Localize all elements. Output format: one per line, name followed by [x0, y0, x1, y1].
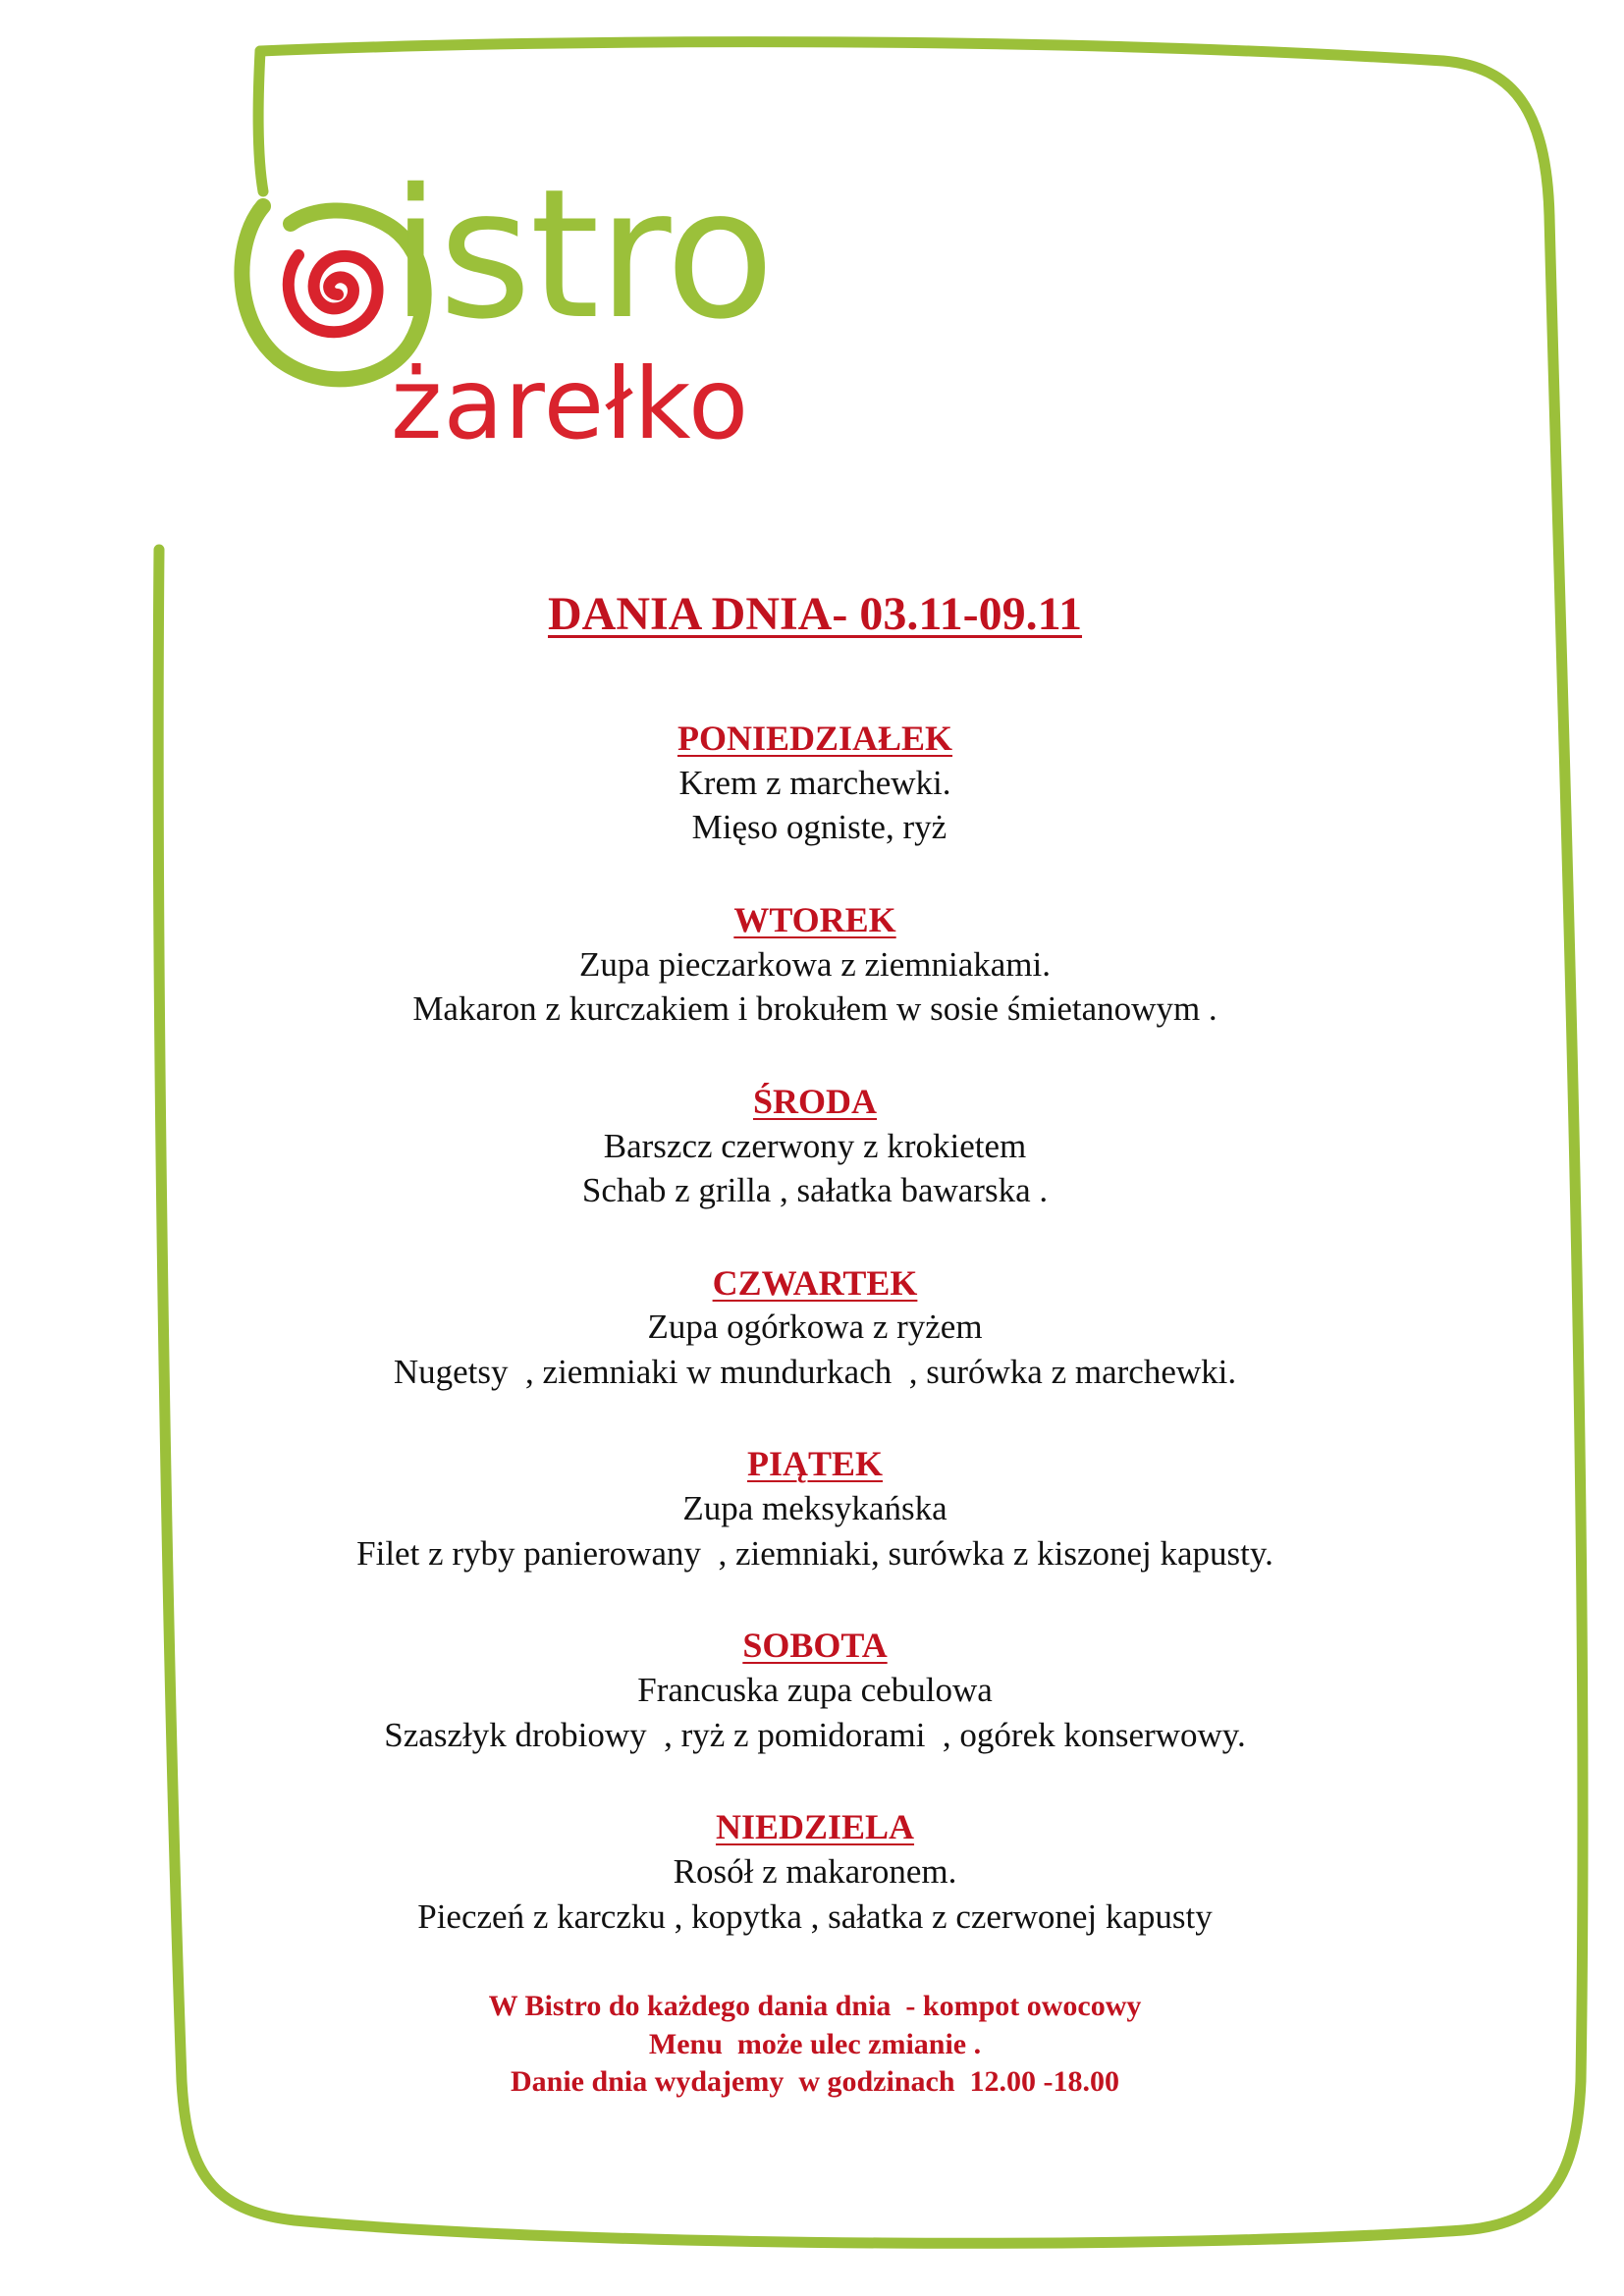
- bistro-zarelko-logo: [224, 147, 931, 461]
- day-name: WTOREK: [733, 899, 896, 939]
- day-name: SOBOTA: [742, 1626, 888, 1666]
- day-name: CZWARTEK: [712, 1262, 918, 1303]
- day-name: ŚRODA: [752, 1081, 878, 1121]
- dish-main: Makaron z kurczakiem i brokułem w sosie śmietanowym .: [412, 989, 1218, 1029]
- menu-title: DANIA DNIA- 03.11-09.11: [547, 588, 1083, 640]
- logo-word: istro: [391, 150, 773, 358]
- day-wednesday: [216, 1081, 1414, 1213]
- menu-notes: [216, 1988, 1414, 2101]
- dish-soup: Rosół z makaronem.: [673, 1852, 957, 1892]
- day-monday: [216, 718, 1414, 850]
- dish-main: Nugetsy , ziemniaki w mundurkach , surówka z marchewki.: [393, 1352, 1237, 1391]
- day-friday: [216, 1443, 1414, 1575]
- dish-soup: Zupa meksykańska: [682, 1489, 947, 1528]
- note-serving-hours: Danie dnia wydajemy w godzinach 12.00 -18.00: [510, 2064, 1120, 2098]
- dish-soup: Barszcz czerwony z krokietem: [603, 1126, 1027, 1165]
- logo-subtitle: żarełko: [391, 347, 750, 461]
- dish-main: Filet z ryby panierowany , ziemniaki, surówka z kiszonej kapusty.: [356, 1533, 1273, 1573]
- note-compote: W Bistro do każdego dania dnia - kompot owocowy: [488, 1990, 1142, 2023]
- dish-soup: Zupa ogórkowa z ryżem: [647, 1308, 983, 1347]
- day-name: PIĄTEK: [746, 1444, 884, 1484]
- dish-soup: Zupa pieczarkowa z ziemniakami.: [578, 944, 1052, 984]
- dish-main: Pieczeń z karczku , kopytka , sałatka z czerwonej kapusty: [417, 1896, 1213, 1936]
- day-tuesday: [216, 899, 1414, 1032]
- day-saturday: [216, 1625, 1414, 1757]
- dish-main: Szaszłyk drobiowy , ryż z pomidorami , ogórek konserwowy.: [384, 1715, 1246, 1754]
- day-name: NIEDZIELA: [715, 1807, 915, 1847]
- daily-menu: [216, 589, 1414, 2101]
- dish-soup: Krem z marchewki.: [678, 763, 951, 802]
- dish-main: Mięso ogniste, ryż: [682, 808, 947, 847]
- note-menu-may-change: Menu może ulec zmianie .: [648, 2027, 982, 2060]
- day-name: PONIEDZIAŁEK: [677, 718, 953, 758]
- day-thursday: [216, 1262, 1414, 1395]
- dish-soup: Francuska zupa cebulowa: [637, 1671, 993, 1710]
- day-sunday: [216, 1806, 1414, 1939]
- dish-main: Schab z grilla , sałatka bawarska .: [581, 1171, 1049, 1210]
